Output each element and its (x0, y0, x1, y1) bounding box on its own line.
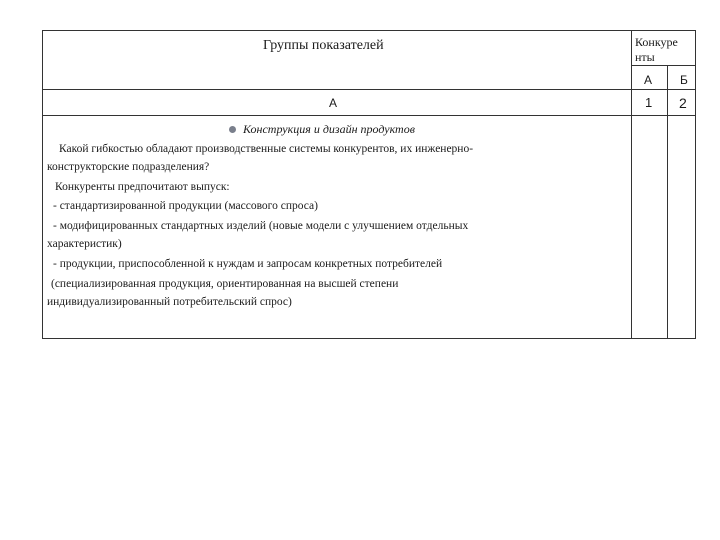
divider-competitors-header (631, 65, 695, 66)
col-a-label: А (644, 73, 653, 87)
groups-header: Группы показателей (263, 38, 384, 53)
section-line: Какой гибкостью обладают производственные системы конкурентов, их инженерно- (59, 143, 474, 155)
section-line: характеристик) (47, 238, 122, 250)
section-line: - стандартизированной продукции (массового спроса) (53, 200, 318, 212)
competitors-header (635, 35, 678, 65)
section-line: (специализированная продукция, ориентированная на высшей степени (51, 278, 399, 290)
divider-col-a-b (667, 65, 668, 338)
col-b-label: Б (680, 73, 688, 87)
divider-main-competitors (631, 31, 632, 338)
competitors-header-line1: Конкуре (635, 35, 678, 49)
main-number: А (329, 96, 338, 110)
section-line: конструкторские подразделения? (47, 161, 210, 173)
section-line: Конкуренты предпочитают выпуск: (55, 181, 230, 193)
col-a-number: 1 (645, 95, 653, 110)
section-title: Конструкция и дизайн продуктов (243, 122, 415, 136)
indicators-table (42, 30, 696, 339)
section-line: - модифицированных стандартных изделий (новые модели с улучшением отдельных (53, 220, 469, 232)
section-line: - продукции, приспособленной к нуждам и запросам конкретных потребителей (53, 258, 443, 270)
bullet-icon (229, 126, 236, 133)
col-b-number: 2 (679, 95, 687, 111)
section-line: индивидуализированный потребительский спрос) (47, 296, 292, 308)
divider-header-bottom (43, 89, 695, 90)
divider-numbering-bottom (43, 115, 695, 116)
competitors-header-line2: нты (635, 50, 655, 64)
